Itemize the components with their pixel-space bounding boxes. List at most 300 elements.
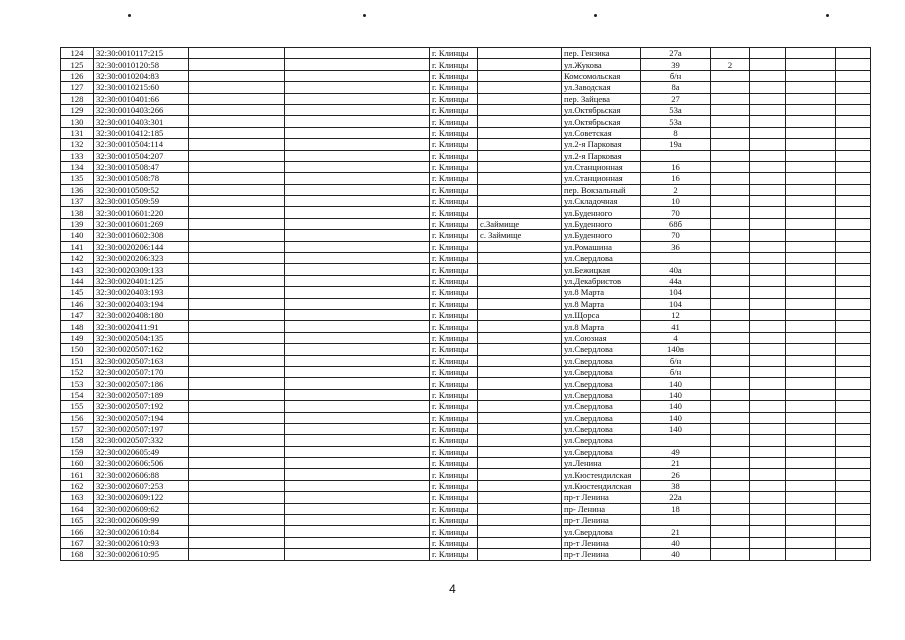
empty-cell	[750, 196, 786, 207]
street-cell: пр- Ленина	[562, 503, 641, 514]
house-number-cell: 140	[641, 389, 711, 400]
empty-cell	[189, 537, 285, 548]
city-cell: г. Клинцы	[430, 196, 478, 207]
cadastral-number-cell: 32:30:0010508:78	[94, 173, 189, 184]
empty-cell	[786, 48, 836, 59]
row-number-cell: 158	[61, 435, 94, 446]
empty-cell	[285, 378, 430, 389]
cadastral-number-cell: 32:30:0010403:266	[94, 104, 189, 115]
street-cell: ул.Свердлова	[562, 435, 641, 446]
empty-cell	[836, 184, 871, 195]
table-row	[61, 378, 871, 389]
empty-cell	[786, 492, 836, 503]
house-number-cell: 27	[641, 93, 711, 104]
empty-cell	[285, 389, 430, 400]
house-number-cell: 19а	[641, 139, 711, 150]
empty-cell	[750, 526, 786, 537]
empty-cell	[285, 264, 430, 275]
cadastral-number-cell: 32:30:0020403:193	[94, 287, 189, 298]
locality-cell	[478, 492, 562, 503]
row-number-cell: 162	[61, 480, 94, 491]
empty-cell	[285, 93, 430, 104]
empty-cell	[750, 389, 786, 400]
city-cell: г. Клинцы	[430, 446, 478, 457]
cadastral-number-cell: 32:30:0020605:49	[94, 446, 189, 457]
empty-cell	[189, 287, 285, 298]
empty-cell	[189, 435, 285, 446]
house-number-cell: 21	[641, 526, 711, 537]
empty-cell	[189, 458, 285, 469]
empty-cell	[786, 241, 836, 252]
empty-cell	[189, 275, 285, 286]
empty-cell	[189, 515, 285, 526]
empty-cell	[750, 332, 786, 343]
empty-cell	[786, 378, 836, 389]
locality-cell	[478, 515, 562, 526]
row-number-cell: 141	[61, 241, 94, 252]
house-number-cell: 41	[641, 321, 711, 332]
street-cell: ул.Свердлова	[562, 526, 641, 537]
house-number-cell: 44а	[641, 275, 711, 286]
city-cell: г. Клинцы	[430, 366, 478, 377]
table-row	[61, 549, 871, 560]
cadastral-number-cell: 32:30:0010504:114	[94, 139, 189, 150]
table-row	[61, 104, 871, 115]
empty-cell	[786, 207, 836, 218]
locality-cell	[478, 150, 562, 161]
empty-cell	[750, 59, 786, 70]
empty-cell	[285, 321, 430, 332]
cadastral-number-cell: 32:30:0020408:180	[94, 309, 189, 320]
cadastral-number-cell: 32:30:0020411:91	[94, 321, 189, 332]
house-number-cell: 104	[641, 298, 711, 309]
row-number-cell: 142	[61, 253, 94, 264]
table-row	[61, 196, 871, 207]
empty-cell	[836, 218, 871, 229]
empty-cell	[285, 423, 430, 434]
flat-number-cell	[711, 469, 750, 480]
row-number-cell: 136	[61, 184, 94, 195]
row-number-cell: 167	[61, 537, 94, 548]
row-number-cell: 150	[61, 344, 94, 355]
city-cell: г. Клинцы	[430, 104, 478, 115]
empty-cell	[836, 401, 871, 412]
street-cell: ул.Кюстендилская	[562, 480, 641, 491]
empty-cell	[750, 287, 786, 298]
cadastral-number-cell: 32:30:0010215:60	[94, 82, 189, 93]
city-cell: г. Клинцы	[430, 93, 478, 104]
empty-cell	[189, 355, 285, 366]
empty-cell	[285, 275, 430, 286]
flat-number-cell	[711, 503, 750, 514]
house-number-cell: 39	[641, 59, 711, 70]
empty-cell	[836, 378, 871, 389]
empty-cell	[786, 298, 836, 309]
flat-number-cell	[711, 161, 750, 172]
locality-cell	[478, 309, 562, 320]
flat-number-cell	[711, 355, 750, 366]
flat-number-cell	[711, 526, 750, 537]
table-row	[61, 355, 871, 366]
row-number-cell: 151	[61, 355, 94, 366]
top-dot	[826, 14, 829, 17]
house-number-cell: 8а	[641, 82, 711, 93]
street-cell: ул.Ленина	[562, 458, 641, 469]
empty-cell	[786, 549, 836, 560]
locality-cell	[478, 423, 562, 434]
house-number-cell: 40	[641, 549, 711, 560]
table-row	[61, 480, 871, 491]
city-cell: г. Клинцы	[430, 287, 478, 298]
cadastral-number-cell: 32:30:0010601:220	[94, 207, 189, 218]
table-row	[61, 207, 871, 218]
table-row	[61, 526, 871, 537]
street-cell: ул.Октябрьская	[562, 116, 641, 127]
row-number-cell: 132	[61, 139, 94, 150]
locality-cell	[478, 332, 562, 343]
empty-cell	[750, 218, 786, 229]
flat-number-cell	[711, 321, 750, 332]
house-number-cell: 2	[641, 184, 711, 195]
empty-cell	[836, 503, 871, 514]
empty-cell	[189, 366, 285, 377]
table-row	[61, 537, 871, 548]
empty-cell	[285, 150, 430, 161]
flat-number-cell	[711, 264, 750, 275]
register-table-body	[61, 48, 871, 561]
flat-number-cell	[711, 423, 750, 434]
empty-cell	[750, 161, 786, 172]
city-cell: г. Клинцы	[430, 549, 478, 560]
empty-cell	[285, 332, 430, 343]
flat-number-cell	[711, 230, 750, 241]
empty-cell	[189, 93, 285, 104]
empty-cell	[786, 355, 836, 366]
empty-cell	[285, 161, 430, 172]
table-row	[61, 116, 871, 127]
empty-cell	[750, 127, 786, 138]
empty-cell	[836, 196, 871, 207]
house-number-cell: 16	[641, 173, 711, 184]
locality-cell	[478, 355, 562, 366]
city-cell: г. Клинцы	[430, 70, 478, 81]
empty-cell	[786, 537, 836, 548]
city-cell: г. Клинцы	[430, 82, 478, 93]
empty-cell	[836, 344, 871, 355]
street-cell: ул.Свердлова	[562, 366, 641, 377]
row-number-cell: 148	[61, 321, 94, 332]
street-cell: ул.2-я Парковая	[562, 139, 641, 150]
house-number-cell: б/н	[641, 70, 711, 81]
empty-cell	[189, 127, 285, 138]
flat-number-cell	[711, 401, 750, 412]
cadastral-number-cell: 32:30:0020609:62	[94, 503, 189, 514]
cadastral-number-cell: 32:30:0020206:323	[94, 253, 189, 264]
empty-cell	[285, 515, 430, 526]
cadastral-number-cell: 32:30:0010508:47	[94, 161, 189, 172]
street-cell: ул.Складочная	[562, 196, 641, 207]
flat-number-cell	[711, 196, 750, 207]
street-cell: ул.Щорса	[562, 309, 641, 320]
row-number-cell: 155	[61, 401, 94, 412]
empty-cell	[189, 173, 285, 184]
flat-number-cell	[711, 184, 750, 195]
table-row	[61, 298, 871, 309]
empty-cell	[189, 503, 285, 514]
city-cell: г. Клинцы	[430, 480, 478, 491]
street-cell: ул.Декабристов	[562, 275, 641, 286]
locality-cell	[478, 435, 562, 446]
cadastral-number-cell: 32:30:0020610:95	[94, 549, 189, 560]
row-number-cell: 156	[61, 412, 94, 423]
empty-cell	[750, 264, 786, 275]
house-number-cell: 21	[641, 458, 711, 469]
street-cell: ул.8 Марта	[562, 298, 641, 309]
house-number-cell: 70	[641, 230, 711, 241]
empty-cell	[750, 275, 786, 286]
table-row	[61, 446, 871, 457]
row-number-cell: 149	[61, 332, 94, 343]
empty-cell	[786, 412, 836, 423]
flat-number-cell	[711, 127, 750, 138]
empty-cell	[189, 332, 285, 343]
empty-cell	[750, 253, 786, 264]
street-cell: ул.Союзная	[562, 332, 641, 343]
cadastral-number-cell: 32:30:0020507:197	[94, 423, 189, 434]
cadastral-number-cell: 32:30:0020507:189	[94, 389, 189, 400]
cadastral-number-cell: 32:30:0010120:58	[94, 59, 189, 70]
table-row	[61, 82, 871, 93]
city-cell: г. Клинцы	[430, 332, 478, 343]
empty-cell	[786, 139, 836, 150]
house-number-cell: 8	[641, 127, 711, 138]
street-cell: ул.Советская	[562, 127, 641, 138]
empty-cell	[750, 241, 786, 252]
row-number-cell: 130	[61, 116, 94, 127]
flat-number-cell	[711, 492, 750, 503]
empty-cell	[189, 344, 285, 355]
empty-cell	[750, 469, 786, 480]
locality-cell	[478, 480, 562, 491]
house-number-cell: 53а	[641, 116, 711, 127]
street-cell: ул.Заводская	[562, 82, 641, 93]
flat-number-cell	[711, 70, 750, 81]
flat-number-cell	[711, 139, 750, 150]
empty-cell	[836, 458, 871, 469]
empty-cell	[786, 264, 836, 275]
empty-cell	[786, 309, 836, 320]
city-cell: г. Клинцы	[430, 515, 478, 526]
city-cell: г. Клинцы	[430, 469, 478, 480]
empty-cell	[750, 150, 786, 161]
empty-cell	[285, 344, 430, 355]
flat-number-cell	[711, 446, 750, 457]
table-row	[61, 412, 871, 423]
flat-number-cell	[711, 389, 750, 400]
empty-cell	[786, 116, 836, 127]
locality-cell	[478, 116, 562, 127]
locality-cell: с.Займище	[478, 218, 562, 229]
street-cell: пер. Гензика	[562, 48, 641, 59]
cadastral-number-cell: 32:30:0010509:52	[94, 184, 189, 195]
house-number-cell: 18	[641, 503, 711, 514]
city-cell: г. Клинцы	[430, 344, 478, 355]
locality-cell	[478, 139, 562, 150]
locality-cell	[478, 401, 562, 412]
table-row	[61, 264, 871, 275]
street-cell: ул.Свердлова	[562, 401, 641, 412]
house-number-cell: б/н	[641, 355, 711, 366]
empty-cell	[285, 298, 430, 309]
empty-cell	[836, 321, 871, 332]
empty-cell	[750, 309, 786, 320]
empty-cell	[285, 549, 430, 560]
street-cell: ул.Станционная	[562, 161, 641, 172]
locality-cell	[478, 82, 562, 93]
house-number-cell	[641, 253, 711, 264]
row-number-cell: 125	[61, 59, 94, 70]
street-cell: ул.2-я Парковая	[562, 150, 641, 161]
street-cell: ул.Свердлова	[562, 253, 641, 264]
empty-cell	[750, 458, 786, 469]
city-cell: г. Клинцы	[430, 241, 478, 252]
row-number-cell: 137	[61, 196, 94, 207]
flat-number-cell	[711, 173, 750, 184]
locality-cell	[478, 298, 562, 309]
city-cell: г. Клинцы	[430, 458, 478, 469]
empty-cell	[786, 446, 836, 457]
empty-cell	[786, 366, 836, 377]
locality-cell	[478, 549, 562, 560]
empty-cell	[285, 526, 430, 537]
empty-cell	[836, 446, 871, 457]
empty-cell	[836, 230, 871, 241]
table-row	[61, 492, 871, 503]
locality-cell	[478, 59, 562, 70]
street-cell: ул.Бежицкая	[562, 264, 641, 275]
cadastral-number-cell: 32:30:0020606:88	[94, 469, 189, 480]
row-number-cell: 147	[61, 309, 94, 320]
house-number-cell	[641, 515, 711, 526]
flat-number-cell	[711, 309, 750, 320]
row-number-cell: 145	[61, 287, 94, 298]
locality-cell	[478, 458, 562, 469]
cadastral-number-cell: 32:30:0020401:125	[94, 275, 189, 286]
empty-cell	[285, 241, 430, 252]
house-number-cell: 140	[641, 401, 711, 412]
cadastral-number-cell: 32:30:0020507:194	[94, 412, 189, 423]
street-cell: ул.Свердлова	[562, 355, 641, 366]
empty-cell	[786, 389, 836, 400]
empty-cell	[836, 82, 871, 93]
city-cell: г. Клинцы	[430, 48, 478, 59]
empty-cell	[189, 389, 285, 400]
empty-cell	[285, 366, 430, 377]
street-cell: ул.Свердлова	[562, 389, 641, 400]
locality-cell	[478, 412, 562, 423]
city-cell: г. Клинцы	[430, 207, 478, 218]
empty-cell	[285, 309, 430, 320]
cadastral-number-cell: 32:30:0020610:84	[94, 526, 189, 537]
locality-cell	[478, 93, 562, 104]
empty-cell	[786, 59, 836, 70]
house-number-cell: 70	[641, 207, 711, 218]
locality-cell	[478, 344, 562, 355]
empty-cell	[189, 423, 285, 434]
empty-cell	[836, 275, 871, 286]
empty-cell	[285, 184, 430, 195]
empty-cell	[189, 241, 285, 252]
empty-cell	[836, 139, 871, 150]
cadastral-number-cell: 32:30:0010602:308	[94, 230, 189, 241]
empty-cell	[189, 549, 285, 560]
empty-cell	[786, 515, 836, 526]
locality-cell	[478, 196, 562, 207]
street-cell: ул.Свердлова	[562, 344, 641, 355]
street-cell: ул.Ромашина	[562, 241, 641, 252]
locality-cell	[478, 321, 562, 332]
empty-cell	[836, 355, 871, 366]
flat-number-cell	[711, 435, 750, 446]
empty-cell	[786, 82, 836, 93]
empty-cell	[750, 116, 786, 127]
flat-number-cell	[711, 104, 750, 115]
empty-cell	[189, 264, 285, 275]
table-row	[61, 161, 871, 172]
empty-cell	[786, 526, 836, 537]
city-cell: г. Клинцы	[430, 412, 478, 423]
locality-cell	[478, 104, 562, 115]
empty-cell	[285, 253, 430, 264]
empty-cell	[285, 469, 430, 480]
locality-cell	[478, 264, 562, 275]
empty-cell	[189, 59, 285, 70]
empty-cell	[836, 116, 871, 127]
locality-cell	[478, 241, 562, 252]
row-number-cell: 135	[61, 173, 94, 184]
flat-number-cell	[711, 344, 750, 355]
empty-cell	[285, 218, 430, 229]
empty-cell	[285, 196, 430, 207]
table-row	[61, 287, 871, 298]
locality-cell	[478, 275, 562, 286]
row-number-cell: 168	[61, 549, 94, 560]
empty-cell	[786, 401, 836, 412]
locality-cell	[478, 446, 562, 457]
empty-cell	[786, 196, 836, 207]
empty-cell	[750, 378, 786, 389]
row-number-cell: 166	[61, 526, 94, 537]
cadastral-number-cell: 32:30:0010509:59	[94, 196, 189, 207]
empty-cell	[285, 446, 430, 457]
cadastral-number-cell: 32:30:0020309:133	[94, 264, 189, 275]
empty-cell	[750, 412, 786, 423]
cadastral-number-cell: 32:30:0010601:269	[94, 218, 189, 229]
street-cell: Комсомольская	[562, 70, 641, 81]
street-cell: ул.Буденного	[562, 218, 641, 229]
empty-cell	[836, 332, 871, 343]
street-cell: пер. Зайцева	[562, 93, 641, 104]
locality-cell	[478, 469, 562, 480]
flat-number-cell	[711, 82, 750, 93]
empty-cell	[786, 173, 836, 184]
row-number-cell: 160	[61, 458, 94, 469]
empty-cell	[836, 423, 871, 434]
cadastral-number-cell: 32:30:0020607:253	[94, 480, 189, 491]
locality-cell	[478, 127, 562, 138]
empty-cell	[836, 93, 871, 104]
city-cell: г. Клинцы	[430, 150, 478, 161]
